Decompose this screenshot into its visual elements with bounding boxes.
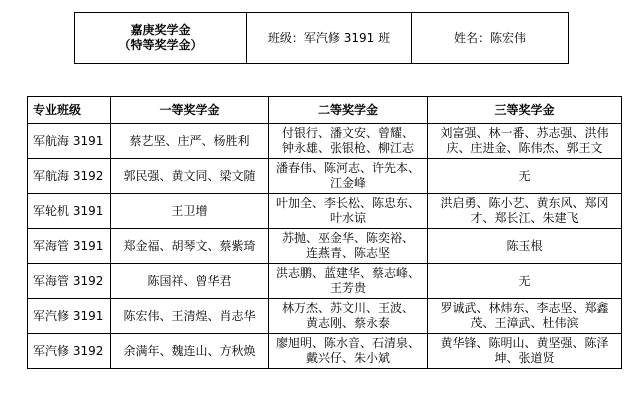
table-row [28,334,622,369]
second-prize-cell [269,264,428,299]
winner-names-line: 蔡艺坚、庄严、杨胜利 [129,133,250,148]
winner-names-line: 洪志鹏、蓝建华、蔡志峰、 [275,266,420,280]
second-prize-cell [269,159,428,194]
table-row [28,159,622,194]
class-info-cell: 班级：军汽修 3191 班 [247,13,412,64]
table-row [28,299,622,334]
third-prize-cell [428,334,622,369]
third-prize-cell [428,264,622,299]
third-prize-cell [428,194,622,229]
third-prize-cell [428,229,622,264]
class-name-cell: 军海管 3192 [28,264,111,299]
second-prize-cell [269,194,428,229]
winner-names-line: 叶加全、李长松、陈忠东、 [275,196,420,210]
first-prize-cell [111,299,269,334]
table-body [28,124,622,369]
class-name-cell: 军海管 3191 [28,229,111,264]
second-prize-cell [269,124,428,159]
winner-names-line: 林万杰、苏文川、王波、 [281,301,414,315]
class-name-cell: 军汽修 3191 [28,299,111,334]
winner-names-line: 郭民强、黄文同、梁文随 [123,168,256,183]
winner-names-line: 王卫增 [171,203,208,218]
third-prize-cell [428,299,622,334]
winner-names-line: 连燕青、陈志坚 [305,246,390,260]
class-name-cell: 军航海 3191 [28,124,111,159]
second-prize-cell [269,229,428,264]
award-title-cell [75,13,247,64]
table-row [28,229,622,264]
col-header-third: 三等奖学金 [428,97,622,124]
winner-names-line: 才、郑长江、朱建飞 [470,211,579,225]
table-row [28,124,622,159]
winner-names-line: 陈宏伟、王清煌、肖志华 [123,308,256,323]
first-prize-cell [111,159,269,194]
winner-names-line: 苏抛、巫金华、陈奕裕、 [281,231,414,245]
winner-names-line: 钟永雄、张银枪、柳江志 [281,141,414,155]
winner-names-line: 陈玉根 [506,238,543,253]
winner-names-line: 付银行、潘文安、曾耀、 [281,126,414,140]
winner-names-line: 罗诚武、林炜东、李志坚、郑鑫 [440,301,609,315]
name-info-cell: 姓名：陈宏伟 [412,13,569,64]
winner-names-line: 陈国祥、曾华君 [147,273,232,288]
winner-names-line: 江金峰 [329,176,366,190]
col-header-first: 一等奖学金 [111,97,269,124]
award-title-line2: （特等奖学金） [118,38,203,52]
table-row [28,194,622,229]
winner-names-line: 郑金福、胡琴文、蔡紫琦 [123,238,256,253]
award-title-line1: 嘉庚奖学金 [130,23,191,37]
winner-names-line: 余满年、魏连山、方秋焕 [123,343,256,358]
winner-names-line: 黄志刚、蔡永泰 [305,316,390,330]
award-header-table [74,12,569,64]
winner-names-line: 洪启勇、陈小艺、黄东风、郑冈 [440,196,609,210]
winner-names-line: 潘春伟、陈河志、许先本、 [275,161,420,175]
winner-names-line: 无 [518,273,531,288]
winner-names-line: 戴兴仔、朱小斌 [305,351,390,365]
col-header-second: 二等奖学金 [269,97,428,124]
winner-names-line: 庆、庄进金、陈伟杰、郭王文 [446,141,603,155]
class-name-cell: 军汽修 3192 [28,334,111,369]
third-prize-cell [428,159,622,194]
third-prize-cell [428,124,622,159]
winner-names-line: 刘富强、林一番、苏志强、洪伟 [440,126,609,140]
table-header-row [28,97,622,124]
winner-names-line: 王芳贵 [329,281,366,295]
winner-names-line: 茂、王漳武、杜伟滨 [470,316,579,330]
winner-names-line: 坤、张道贤 [494,351,555,365]
first-prize-cell [111,264,269,299]
winner-names-line: 无 [518,168,531,183]
first-prize-cell [111,194,269,229]
class-name-cell: 军轮机 3191 [28,194,111,229]
first-prize-cell [111,334,269,369]
scholarship-table [27,96,622,369]
table-row [28,264,622,299]
winner-names-line: 黄华锋、陈明山、黄坚强、陈泽 [440,336,609,350]
winner-names-line: 叶水谅 [329,211,366,225]
first-prize-cell [111,124,269,159]
class-name-cell: 军航海 3192 [28,159,111,194]
second-prize-cell [269,299,428,334]
winner-names-line: 廖旭明、陈水音、石清泉、 [275,336,420,350]
first-prize-cell [111,229,269,264]
second-prize-cell [269,334,428,369]
col-header-class: 专业班级 [28,97,111,124]
